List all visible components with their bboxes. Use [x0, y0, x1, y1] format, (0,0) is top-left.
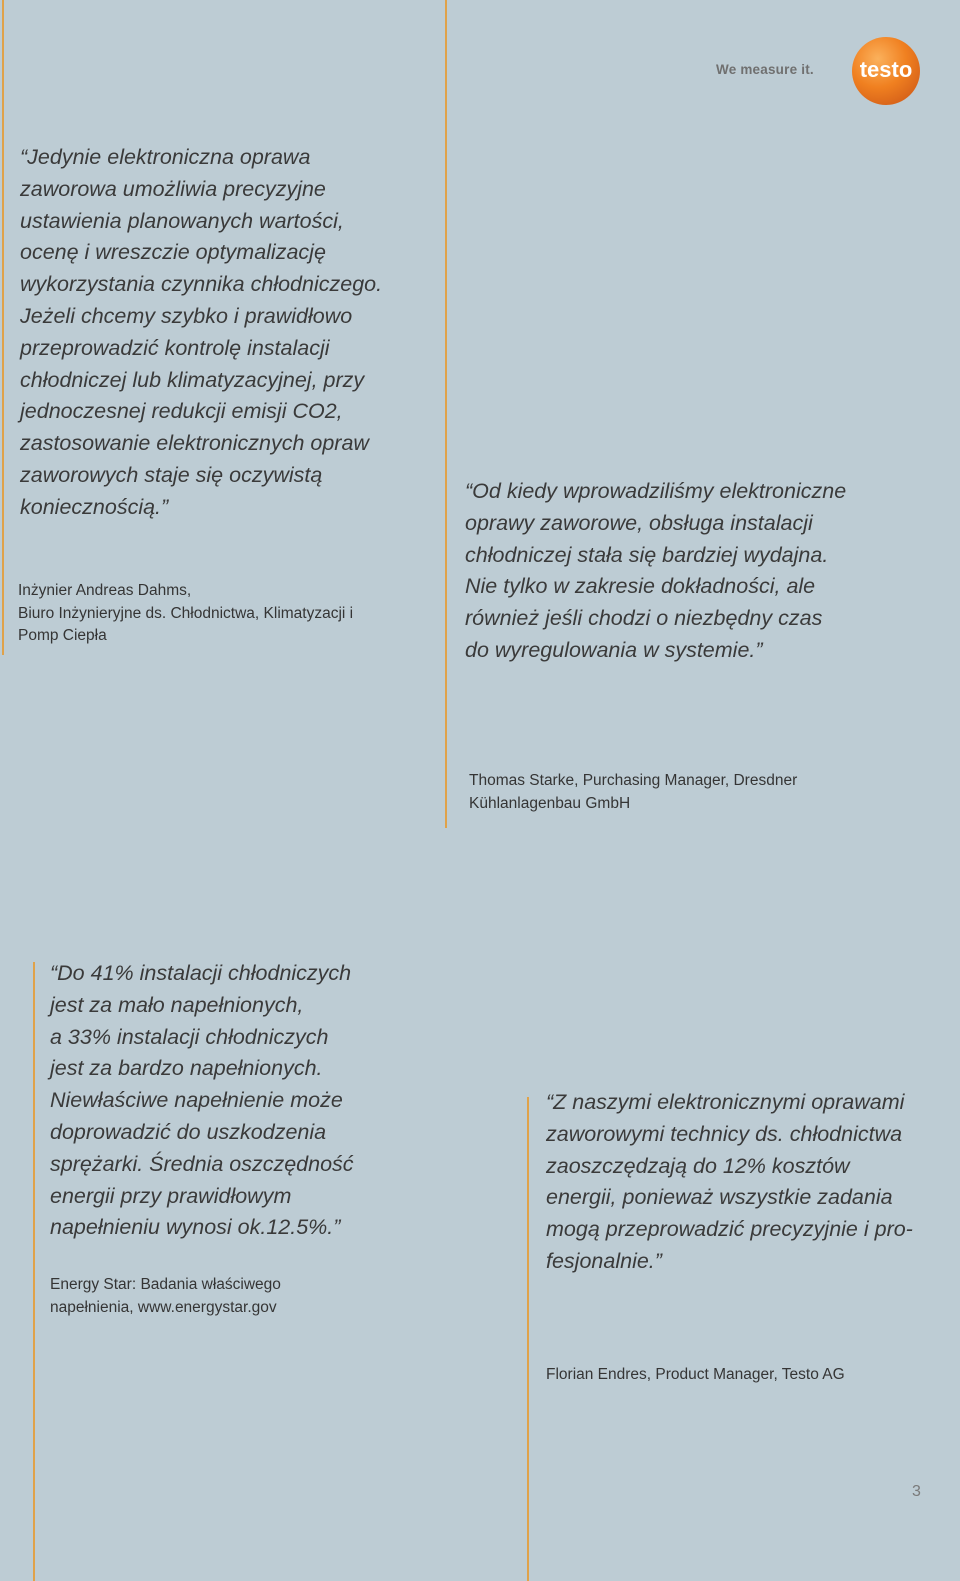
attribution-dahms: Inżynier Andreas Dahms, Biuro Inżynieryjne ds. Chłodnictwa, Klimatyzacji i Pomp Ciepła	[18, 582, 354, 644]
brand-tagline: We measure it.	[716, 62, 814, 77]
quote-energy-star: “Do 41% instalacji chłodniczych jest za mało napełnionych, a 33% instalacji chłodniczych jest za bardzo napełnionych. Niewłaściwe napełnienie może doprowadzić do uszkodzenia sprężarki. Średnia oszczędność energii przy prawidłowym napełnieniu wynosi ok.12.5%.”	[50, 961, 354, 1240]
quote-starke: “Od kiedy wprowadziliśmy elektroniczne oprawy zaworowe, obsługa instalacji chłodniczej stała się bardziej wydajna. Nie tylko w zakresie dokładności, ale również jeśli chodzi o niezbędny czas do wyregulowania w systemie.”	[465, 479, 847, 662]
page-number: 3	[912, 1483, 921, 1500]
quote-endres: “Z naszymi elektronicznymi oprawami zaworowymi technicy ds. chłodnictwa zaoszczędzają do 12% kosztów energii, ponieważ wszystkie zadania mogą przeprowadzić precyzyjnie i pro- fesjonalnie.”	[546, 1090, 913, 1273]
attribution-endres: Florian Endres, Product Manager, Testo AG	[546, 1366, 845, 1383]
divider-line-center-top	[445, 0, 447, 828]
divider-line-left-top	[2, 0, 4, 655]
testo-logo-icon	[851, 36, 921, 106]
divider-line-left-bottom	[33, 962, 35, 1581]
attribution-energy-star: Energy Star: Badania właściwego napełnienia, www.energystar.gov	[50, 1276, 281, 1316]
divider-line-center-bottom	[527, 1097, 529, 1581]
quote-dahms: “Jedynie elektroniczna oprawa zaworowa umożliwia precyzyjne ustawienia planowanych wartości, ocenę i wreszczie optymalizację wykorzystania czynnika chłodniczego. Jeżeli chcemy szybko i prawidłowo przeprowadzić kontrolę instalacji chłodniczej lub klimatyzacyjnej, przy jednoczesnej redukcji emisji CO2, zastosowanie elektronicznych opraw zaworowych staje się oczywistą koniecznością.”	[20, 145, 383, 519]
logo-text: testo	[859, 57, 913, 82]
attribution-starke: Thomas Starke, Purchasing Manager, Dresdner Kühlanlagenbau GmbH	[469, 772, 798, 812]
